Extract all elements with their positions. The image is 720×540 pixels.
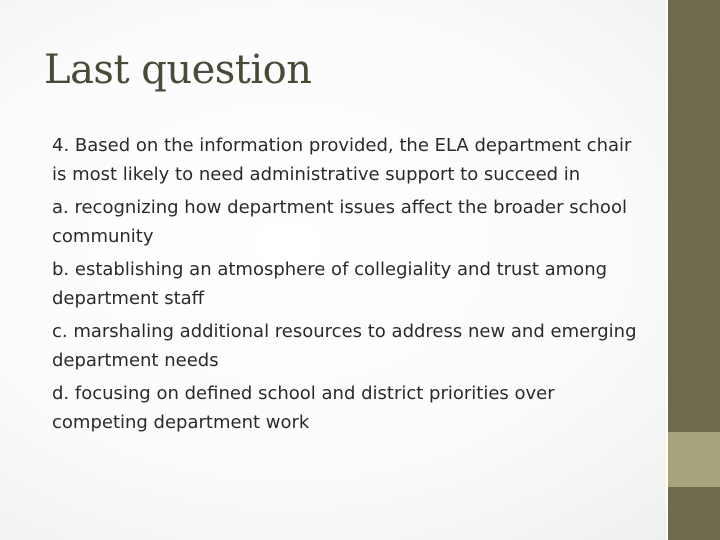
question-text: 4. Based on the information provided, the ELA department chair is most likely to need administrative support to succeed in bbox=[52, 135, 632, 185]
slide-title: Last question bbox=[44, 47, 312, 93]
sidebar-accent-block bbox=[668, 432, 720, 487]
answer-option-b: b. establishing an atmosphere of collegiality and trust among department staff bbox=[52, 259, 608, 309]
answer-option-a: a. recognizing how department issues affect the broader school community bbox=[52, 197, 627, 247]
answer-option-c: c. marshaling additional resources to address new and emerging department needs bbox=[52, 321, 637, 371]
slide-body bbox=[52, 131, 642, 441]
answer-option-d: d. focusing on defined school and district priorities over competing department work bbox=[52, 383, 555, 433]
